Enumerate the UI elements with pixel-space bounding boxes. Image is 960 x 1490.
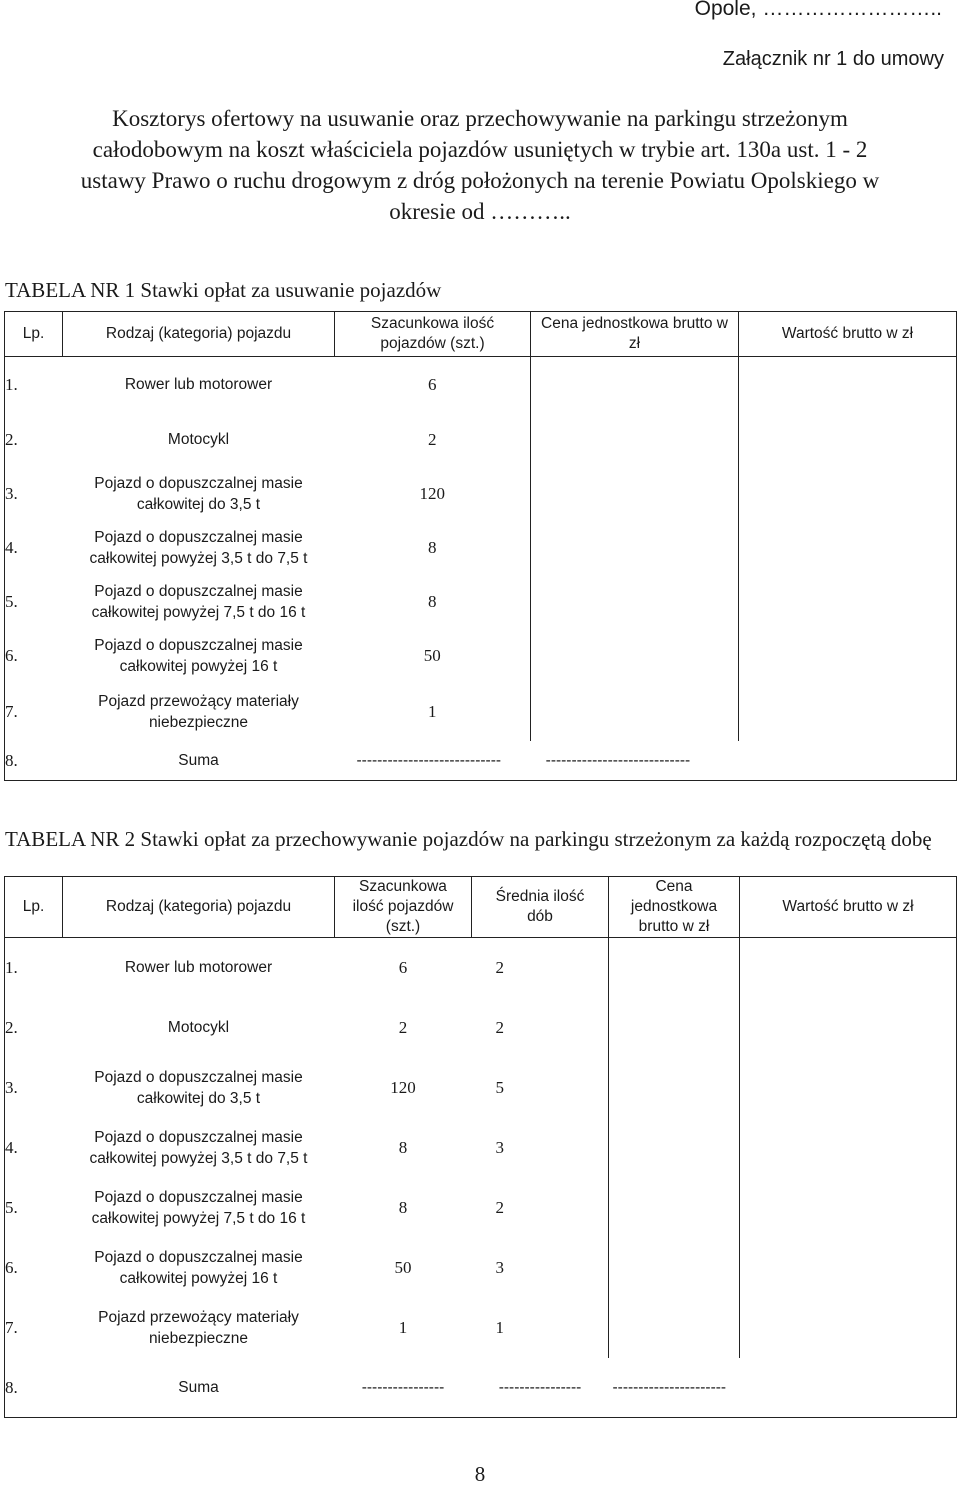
vehicle-kind-line: Pojazd przewożący materiały: [98, 692, 299, 710]
row-unit-price-cell[interactable]: [531, 683, 739, 741]
table-row: [5, 1238, 957, 1298]
sum-dash-quantity: ----------------------------: [356, 751, 502, 769]
table1-title: TABELA NR 1 Stawki opłat za usuwanie pojazdów: [5, 278, 442, 302]
row-value-cell[interactable]: [739, 629, 957, 683]
sum-row: [5, 1358, 957, 1418]
row-unit-price-cell[interactable]: [609, 1238, 740, 1298]
title-line: ustawy Prawo o ruchu drogowym z dróg położonych na terenie Powiatu Opolskiego w: [80, 168, 880, 193]
header-lp: Lp.: [5, 877, 63, 938]
header-text: Średnia ilość: [495, 888, 585, 905]
row-unit-price-cell[interactable]: [609, 938, 740, 998]
header-text: Szacunkowa: [359, 878, 447, 895]
row-value-cell[interactable]: [740, 998, 957, 1058]
table-header-row: [5, 877, 957, 938]
vehicle-kind-line: niebezpieczne: [148, 1329, 249, 1347]
vehicle-kind-line: Pojazd o dopuszczalnej masie: [94, 582, 303, 600]
row-quantity: 1: [398, 1318, 408, 1337]
row-vehicle-kind: [63, 1238, 335, 1298]
sum-value-cell[interactable]: [739, 741, 957, 781]
table-row: [5, 938, 957, 998]
row-unit-price-cell[interactable]: [531, 521, 739, 575]
table-row: [5, 521, 957, 575]
table2-title: TABELA NR 2 Stawki opłat za przechowywanie pojazdów na parkingu strzeżonym za każdą rozpoczętą dobę: [5, 827, 932, 851]
row-unit-price-cell[interactable]: [531, 575, 739, 629]
row-quantity: 2: [398, 1018, 408, 1037]
row-unit-price-cell[interactable]: [609, 998, 740, 1058]
vehicle-kind-line: całkowitej powyżej 3,5 t do 7,5 t: [89, 1149, 308, 1167]
row-vehicle-kind: Rower lub motorower: [124, 375, 273, 393]
header-average-days: [472, 877, 609, 938]
row-vehicle-kind: [63, 1118, 335, 1178]
header-lp: Lp.: [5, 312, 63, 357]
vehicle-kind-line: Pojazd o dopuszczalnej masie: [94, 1248, 303, 1266]
row-vehicle-kind: Motocykl: [167, 430, 230, 448]
row-lp: 7.: [5, 1298, 63, 1358]
sum-dash-quantity: ----------------: [335, 1358, 472, 1418]
table1-removal-rates: [4, 311, 957, 781]
header-text: dób: [527, 908, 553, 925]
row-value-cell[interactable]: [739, 467, 957, 521]
header-estimated-quantity: [335, 877, 472, 938]
row-unit-price-cell[interactable]: [609, 1058, 740, 1118]
row-value-cell[interactable]: [739, 521, 957, 575]
vehicle-kind-line: całkowitej powyżej 7,5 t do 16 t: [91, 603, 306, 621]
row-vehicle-kind: [63, 467, 335, 521]
row-vehicle-kind: [63, 683, 335, 741]
title-line: okresie od ………..: [389, 199, 571, 224]
row-days: 5: [495, 1078, 504, 1097]
place-date-line: Opole, ……………………..: [694, 0, 942, 20]
row-lp: 4.: [5, 521, 63, 575]
row-lp: 4.: [5, 1118, 63, 1178]
vehicle-kind-line: Pojazd o dopuszczalnej masie: [94, 1068, 303, 1086]
sum-label: Suma: [63, 741, 335, 781]
header-text: ilość pojazdów: [352, 898, 454, 915]
header-text: pojazdów (szt.): [380, 335, 485, 352]
header-text: Cena jednostkowa: [630, 878, 718, 915]
row-value-cell[interactable]: [739, 357, 957, 412]
header-vehicle-kind: Rodzaj (kategoria) pojazdu: [63, 877, 335, 938]
row-lp: 7.: [5, 683, 63, 741]
row-lp: 5.: [5, 575, 63, 629]
vehicle-kind-line: Pojazd o dopuszczalnej masie: [94, 636, 303, 654]
row-lp: 6.: [5, 629, 63, 683]
sum-lp: 8.: [5, 741, 63, 781]
header-unit-price: [609, 877, 740, 938]
row-vehicle-kind: [63, 629, 335, 683]
table-row: [5, 1298, 957, 1358]
header-text: Szacunkowa ilość: [370, 315, 495, 332]
vehicle-kind-line: Pojazd o dopuszczalnej masie: [94, 474, 303, 492]
row-vehicle-kind: Rower lub motorower: [124, 959, 273, 977]
header-unit-price: [531, 312, 739, 357]
row-days: 3: [495, 1258, 504, 1277]
row-value-cell[interactable]: [739, 412, 957, 467]
row-unit-price-cell[interactable]: [531, 412, 739, 467]
table-row: [5, 998, 957, 1058]
vehicle-kind-line: Pojazd o dopuszczalnej masie: [94, 1128, 303, 1146]
table-row: [5, 1178, 957, 1238]
header-vehicle-kind: Rodzaj (kategoria) pojazdu: [63, 312, 335, 357]
row-days: 3: [495, 1138, 504, 1157]
row-days: 2: [495, 1198, 504, 1217]
row-lp: 5.: [5, 1178, 63, 1238]
table-row: [5, 467, 957, 521]
row-lp: 1.: [5, 357, 63, 412]
header-text: brutto w zł: [638, 918, 710, 935]
table-row: [5, 629, 957, 683]
sum-value-cell[interactable]: [740, 1358, 957, 1418]
row-quantity: 8: [428, 538, 437, 557]
vehicle-kind-line: całkowitej powyżej 3,5 t do 7,5 t: [89, 549, 308, 567]
row-quantity: 50: [394, 1258, 412, 1277]
row-value-cell[interactable]: [740, 1178, 957, 1238]
header-estimated-quantity: [335, 312, 531, 357]
sum-label: Suma: [63, 1358, 335, 1418]
header-text: Cena jednostkowa brutto w: [541, 315, 728, 332]
row-value-cell[interactable]: [740, 1238, 957, 1298]
row-lp: 2.: [5, 998, 63, 1058]
row-value-cell[interactable]: [740, 1058, 957, 1118]
row-vehicle-kind: [63, 521, 335, 575]
table-row: [5, 575, 957, 629]
row-value-cell[interactable]: [740, 938, 957, 998]
row-quantity: 120: [419, 484, 445, 503]
row-quantity: 8: [398, 1138, 408, 1157]
row-quantity: 1: [428, 702, 437, 721]
table-row: [5, 1118, 957, 1178]
sum-dash-days: ----------------: [472, 1358, 609, 1418]
row-value-cell[interactable]: [740, 1298, 957, 1358]
row-value-cell[interactable]: [740, 1118, 957, 1178]
header-text: zł: [628, 335, 641, 352]
row-quantity: 2: [428, 429, 437, 449]
row-quantity: 50: [423, 646, 441, 665]
vehicle-kind-line: Pojazd przewożący materiały: [98, 1308, 299, 1326]
row-lp: 6.: [5, 1238, 63, 1298]
row-days: 2: [495, 958, 504, 978]
row-quantity: 6: [398, 958, 408, 978]
row-unit-price-cell[interactable]: [609, 1118, 740, 1178]
row-unit-price-cell[interactable]: [609, 1178, 740, 1238]
row-days: 2: [495, 1018, 504, 1037]
row-unit-price-cell[interactable]: [531, 629, 739, 683]
row-vehicle-kind: [63, 1178, 335, 1238]
vehicle-kind-line: całkowitej do 3,5 t: [136, 495, 261, 513]
table-row: [5, 1058, 957, 1118]
vehicle-kind-line: całkowitej powyżej 16 t: [119, 657, 278, 675]
document-title: [0, 103, 960, 227]
vehicle-kind-line: Pojazd o dopuszczalnej masie: [94, 1188, 303, 1206]
table-row: [5, 683, 957, 741]
row-quantity: 120: [390, 1078, 416, 1097]
row-quantity: 8: [428, 592, 437, 611]
vehicle-kind-line: całkowitej powyżej 7,5 t do 16 t: [91, 1209, 306, 1227]
row-lp: 2.: [5, 412, 63, 467]
sum-dash-unit-price: ----------------------------: [545, 751, 691, 769]
row-lp: 3.: [5, 467, 63, 521]
row-quantity: 8: [398, 1198, 408, 1217]
row-quantity: 6: [428, 374, 437, 394]
row-vehicle-kind: [63, 1058, 335, 1118]
sum-placeholders: [335, 741, 739, 781]
table-header-row: [5, 312, 957, 357]
vehicle-kind-line: Pojazd o dopuszczalnej masie: [94, 528, 303, 546]
vehicle-kind-line: całkowitej powyżej 16 t: [119, 1269, 278, 1287]
table-row: [5, 412, 957, 467]
row-vehicle-kind: [63, 575, 335, 629]
header-gross-value: Wartość brutto w zł: [740, 877, 957, 938]
vehicle-kind-line: niebezpieczne: [148, 713, 249, 731]
row-value-cell[interactable]: [739, 575, 957, 629]
row-unit-price-cell[interactable]: [531, 357, 739, 412]
row-lp: 3.: [5, 1058, 63, 1118]
table2-storage-rates: [4, 876, 957, 1418]
sum-lp: 8.: [5, 1358, 63, 1418]
row-unit-price-cell[interactable]: [609, 1298, 740, 1358]
title-line: całodobowym na koszt właściciela pojazdów usuniętych w trybie art. 130a ust. 1 - 2: [92, 137, 868, 162]
page-number: 8: [474, 1462, 486, 1486]
row-vehicle-kind: [63, 1298, 335, 1358]
row-value-cell[interactable]: [739, 683, 957, 741]
header-text: (szt.): [385, 918, 421, 935]
row-lp: 1.: [5, 938, 63, 998]
row-days: 1: [495, 1318, 504, 1337]
sum-dash-unit-price: ----------------------: [609, 1358, 740, 1418]
header-gross-value: Wartość brutto w zł: [739, 312, 957, 357]
row-unit-price-cell[interactable]: [531, 467, 739, 521]
annex-label: Załącznik nr 1 do umowy: [722, 48, 944, 70]
vehicle-kind-line: całkowitej do 3,5 t: [136, 1089, 261, 1107]
row-vehicle-kind: Motocykl: [167, 1019, 230, 1036]
title-line: Kosztorys ofertowy na usuwanie oraz przechowywanie na parkingu strzeżonym: [112, 106, 848, 131]
table-row: [5, 357, 957, 412]
sum-row: [5, 741, 957, 781]
